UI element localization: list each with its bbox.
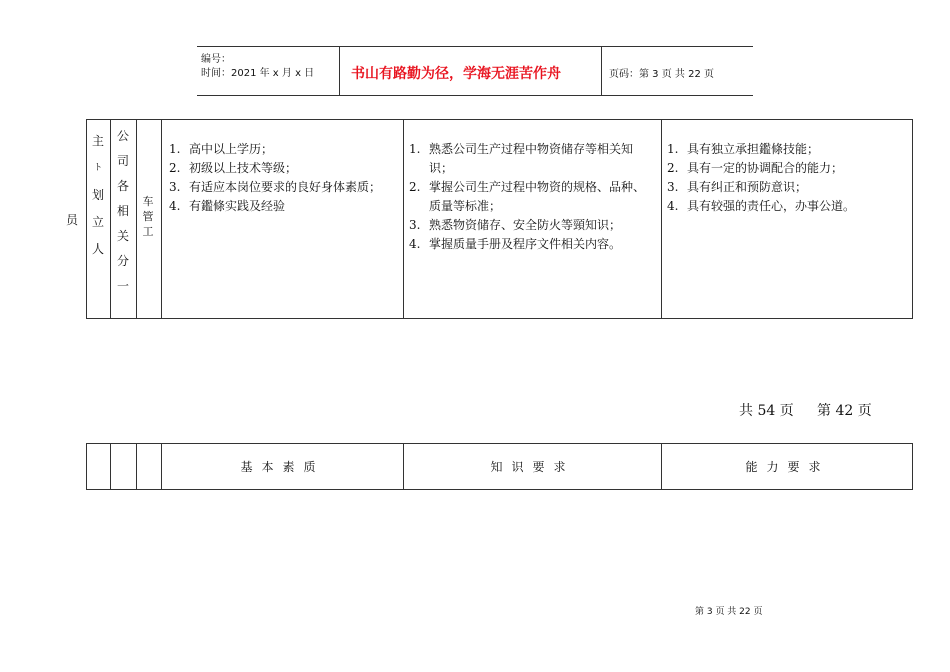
col-divider <box>110 120 111 318</box>
document-date: 时间：2021 年 x 月 x 日 <box>201 68 315 79</box>
page-current: 第 42 页 <box>817 403 872 419</box>
position-char: 主 <box>91 134 104 148</box>
knowledge-list <box>409 140 655 254</box>
header-divider-left <box>339 46 340 95</box>
list-item: 2. 初级以上技术等级； <box>169 161 298 175</box>
role-cell <box>141 194 155 239</box>
column-header-ability: 能力要求 <box>745 460 830 474</box>
position-char: 划 <box>91 188 104 202</box>
role-char: 管 <box>142 210 154 223</box>
list-item: 1. 高中以上学历； <box>169 142 274 156</box>
position-category-cell <box>90 128 106 263</box>
department-char: 各 <box>116 179 129 193</box>
column-header-knowledge: 知识要求 <box>490 460 575 474</box>
header-divider-right <box>601 46 602 95</box>
col-divider <box>161 120 162 318</box>
col-divider <box>661 120 662 318</box>
department-char: 分 <box>116 254 129 268</box>
list-item: 2. 具有一定的协调配合的能力； <box>667 161 844 175</box>
list-item: 3. 熟悉物资储存、安全防火等頸知识； <box>409 218 622 232</box>
list-item: 2. 掌握公司生产过程中物资的规格、品种、质量等标准； <box>409 180 646 213</box>
requirements-header-table <box>86 443 913 490</box>
ability-list <box>667 140 907 216</box>
list-item: 4. 具有较强的责任心，办事公道。 <box>667 199 856 213</box>
department-char: 一 <box>116 279 129 293</box>
basic-quality-list <box>169 140 395 216</box>
list-item: 3. 具有纠正和预防意识； <box>667 180 808 194</box>
header-page-code: 页码：第 3 页 共 22 页 <box>609 69 714 80</box>
page-total: 共 54 页 <box>739 403 794 419</box>
header-bottom-rule <box>197 95 753 96</box>
department-char: 相 <box>116 204 129 218</box>
document-number-label: 编号： <box>201 54 231 65</box>
list-item: 1. 具有独立承担鑑條技能； <box>667 142 820 156</box>
side-label-char: 员 <box>66 213 79 227</box>
column-header-basic-quality: 基本素质 <box>240 460 325 474</box>
position-char: 立 <box>91 215 104 229</box>
header-top-rule <box>197 46 753 47</box>
col-divider <box>110 444 111 489</box>
list-item: 3. 有适应本岗位要求的良好身体素质； <box>169 180 382 194</box>
page-footer: 第 3 页 共 22 页 <box>695 607 763 617</box>
col-divider <box>136 120 137 318</box>
list-item: 1. 熟悉公司生产过程中物资储存等相关知识； <box>409 142 634 175</box>
header-motto: 书山有路勤为径，学海无涯苦作舟 <box>351 66 561 82</box>
requirements-table <box>86 119 913 319</box>
position-char: ト <box>93 163 103 173</box>
department-char: 关 <box>116 229 129 243</box>
role-char: 车 <box>142 195 154 208</box>
role-char: 工 <box>142 225 154 238</box>
col-divider <box>403 120 404 318</box>
department-char: 公 <box>116 129 129 143</box>
list-item: 4. 掌握质量手册及程序文件相关内容。 <box>409 237 622 251</box>
list-item: 4. 有鑑條实践及经验 <box>169 199 286 213</box>
department-char: 司 <box>116 154 129 168</box>
col-divider <box>136 444 137 489</box>
position-char: 人 <box>91 242 104 256</box>
department-cell <box>115 124 131 299</box>
